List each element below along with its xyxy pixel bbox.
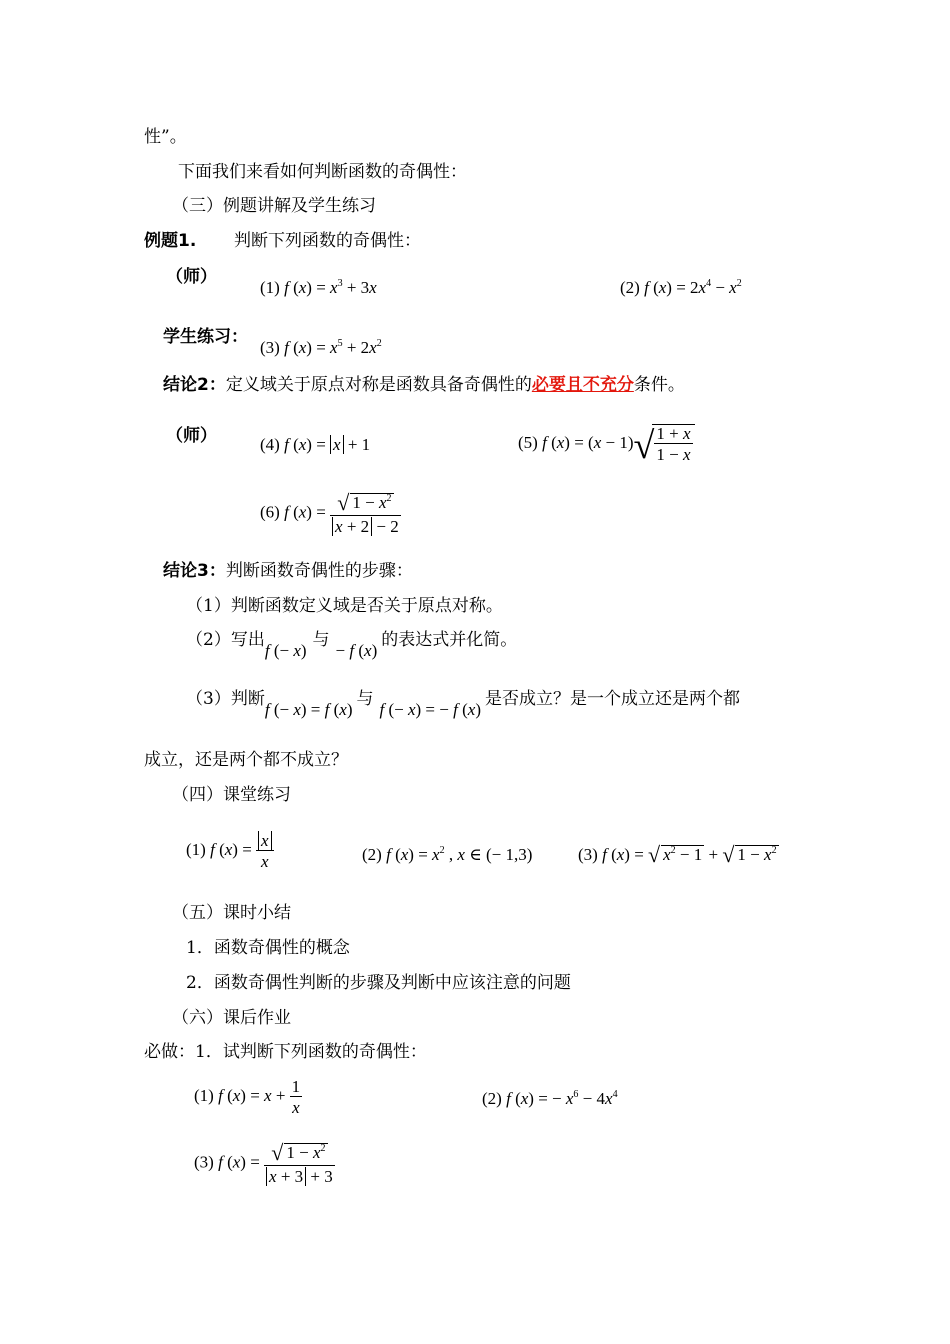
step-1: （1）判断函数定义域是否关于原点对称。 — [186, 596, 503, 616]
formula-1: (1) f $(x) = x^3 + 3x$ — [260, 278, 377, 297]
step-text: （3）判断 — [186, 689, 265, 709]
exercise-1: (1) f (x) = $\frac{x}{x}$ — [186, 832, 274, 870]
section-heading: （三）例题讲解及学生练习 — [172, 196, 376, 216]
conclusion-label: 结论3： — [163, 561, 226, 581]
section-heading: （五）课时小结 — [172, 903, 291, 923]
step-text: 是否成立？是一个成立还是两个都 — [484, 689, 740, 709]
formula-3: (3) f $(x) = x^5 + 2x^2$ — [260, 338, 382, 357]
homework-heading: 必做：1．试判断下列函数的奇偶性： — [144, 1042, 427, 1062]
step-3: （3）判断f (− x) = f (x)与f (− x) = − f (x)是否成立？是一个成立还是两个都 — [186, 689, 740, 719]
formula-5: (5) f (x) = (x − 1)√ $\frac{1 + x}{1 - x}$ — [518, 424, 695, 465]
conclusion-text: 条件。 — [633, 375, 685, 395]
formula-4: (4) f (x) = x + 1 — [260, 435, 371, 454]
conclusion-3 — [163, 563, 413, 580]
exercise-2: (2) f $(x) = x^2$ , x ∈ (− 1,3) — [362, 845, 533, 864]
conclusion-text: 判断函数奇偶性的步骤： — [225, 561, 413, 581]
teacher-label: （师） — [166, 267, 217, 287]
step-text: 与 — [356, 689, 374, 709]
conclusion-label: 结论2： — [163, 375, 226, 395]
step-2: （2）写出f (− x)与− f (x)的表达式并化简。 — [186, 630, 518, 660]
formula-6: (6) f (x) = $\frac{√ 1 - x^2}{x + 2 - 2}$ — [260, 490, 399, 536]
homework-1: (1) f (x) = x + $\frac{1}{x}$ — [194, 1077, 301, 1117]
conclusion-text: 定义域关于原点对称是函数具备奇偶性的 — [225, 375, 532, 395]
text-line: 性”。 — [144, 127, 187, 147]
section-heading: （四）课堂练习 — [172, 785, 291, 805]
section-heading: （六）课后作业 — [172, 1008, 291, 1028]
example-label: 例题1. — [144, 231, 197, 251]
homework-2: (2) f (x) = − $x^6 - 4x^4$ — [482, 1089, 618, 1108]
example-text: 判断下列函数的奇偶性： — [234, 231, 421, 251]
student-label: 学生练习： — [163, 327, 248, 347]
conclusion-2 — [163, 377, 685, 394]
exercise-3: (3) f (x) = √ $x^2 - 1$ + √ $1 - x^2$ — [578, 842, 777, 867]
emphasis-text: 必要且不充分 — [531, 375, 634, 395]
formula-2: (2) f $(x) = 2x^4 - x^2$ — [620, 278, 742, 297]
text-line: 下面我们来看如何判断函数的奇偶性： — [178, 162, 467, 182]
teacher-label: （师） — [166, 426, 217, 446]
homework-3: (3) f (x) = $\frac{√ 1 - x^2}{x + 3 + 3}$ — [194, 1140, 333, 1186]
text-line: 成立，还是两个都不成立？ — [144, 750, 348, 770]
summary-item: 1．函数奇偶性的概念 — [186, 938, 350, 958]
step-text: 与 — [312, 630, 330, 650]
step-text: 的表达式并化简。 — [381, 630, 518, 650]
summary-item: 2．函数奇偶性判断的步骤及判断中应该注意的问题 — [186, 973, 571, 993]
step-text: （2）写出 — [186, 630, 265, 650]
